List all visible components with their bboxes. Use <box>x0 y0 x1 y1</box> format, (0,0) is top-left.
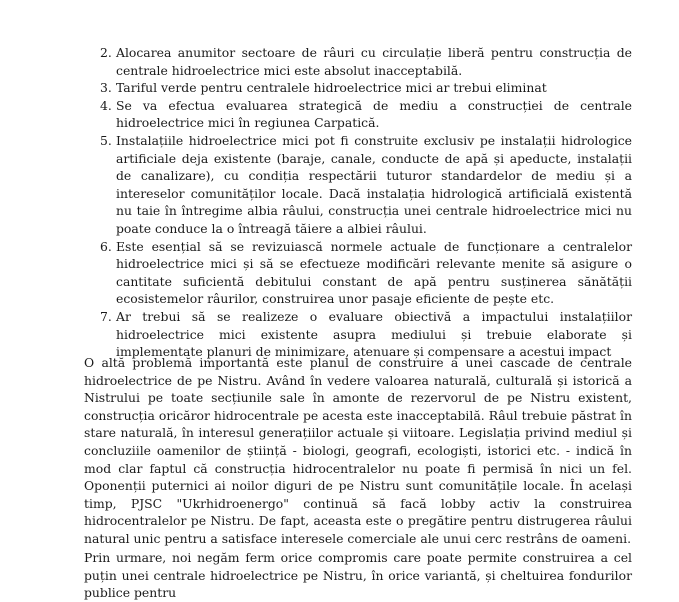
body-paragraph: O altă problemă importantă este planul de construire a unei cascade de centrale hidroelectrice de pe Nistru. Având în vedere valoarea naturală, culturală și istorică a Nistrului pe toate secțiunile sale în amonte de rezervorul de pe Nistru existent, construcția oricăror hidrocentrale pe acesta este inacceptabilă. Râul trebuie păstrat în stare naturală, în interesul generațiilor actuale și viitoare. Legislația privind mediul și concluziile oamenilor de știință - biologi, geografi, ecologiști, istorici etc. - indică în mod clar faptul că construcția hidrocentralelor nu poate fi permisă în nici un fel. Oponenții puternici ai noilor diguri de pe Nistru sunt comunitățile locale. În același timp, PJSC "Ukrhidroenergo" continuă să facă lobby activ la construirea hidrocentralelor pe Nistru. De fapt, aceasta este o pregătire pentru distrugerea râului natural unic pentru a satisface interesele comerciale ale unui cerc restrâns de oameni. <box>84 355 632 546</box>
list-item <box>84 79 632 97</box>
list-item-text: Tariful verde pentru centralele hidroelectrice mici ar trebui eliminat <box>116 80 547 96</box>
list-item-number: 7. <box>100 308 112 324</box>
list-item-text: Este esențial să se revizuiască normele actuale de funcționare a centralelor hidroelectrice mici și să se efectueze modificări relevante menite să asigure o cantitate suficientă debitului constant de apă pentru susținerea sănătății ecosistemelor râurilor, construirea unor pasaje eficiente de pește etc. <box>116 238 632 307</box>
list-item-number: 2. <box>100 45 112 60</box>
list-item-number: 5. <box>100 132 112 148</box>
list-item-text: Ar trebui să se realizeze o evaluare obiectivă a impactului instalațiilor hidroelectrice mici existente asupra mediului și trebuie elaborate și implementate planuri de minimizare, atenuare și compensare a acestui impact <box>116 308 632 360</box>
list-item <box>84 308 632 361</box>
list-item <box>84 44 632 79</box>
list-item <box>84 238 632 308</box>
list-item <box>84 132 632 238</box>
list-item-text: Alocarea anumitor sectoare de râuri cu circulație liberă pentru construcția de centrale hidroelectrice mici este absolut inacceptabilă. <box>116 45 632 78</box>
list-item <box>84 97 632 132</box>
list-item-number: 4. <box>100 97 112 113</box>
list-item-number: 6. <box>100 238 112 254</box>
list-item-number: 3. <box>100 80 112 96</box>
recommendations-list <box>84 44 632 361</box>
body-paragraph: Prin urmare, noi negăm ferm orice compromis care poate permite construirea a cel puțin unei centrale hidroelectrice pe Nistru, în orice variantă, și cheltuirea fondurilor publice pentru <box>84 550 632 601</box>
list-item-text: Se va efectua evaluarea strategică de mediu a construcției de centrale hidroelectrice mici în regiunea Carpatică. <box>116 97 632 131</box>
list-item-text: Instalațiile hidroelectrice mici pot fi construite exclusiv pe instalații hidrologice artificiale deja existente (baraje, canale, conducte de apă și apeducte, instalații de canalizare), cu condiția respectării tuturor standardelor de mediu și a intereselor comunităților locale. Dacă instalația hidrologică artificială existentă nu taie în întregime albia râului, construcția unei centrale hidroelectrice mici nu poate conduce la o întreagă tăiere a albiei râului. <box>116 132 632 236</box>
